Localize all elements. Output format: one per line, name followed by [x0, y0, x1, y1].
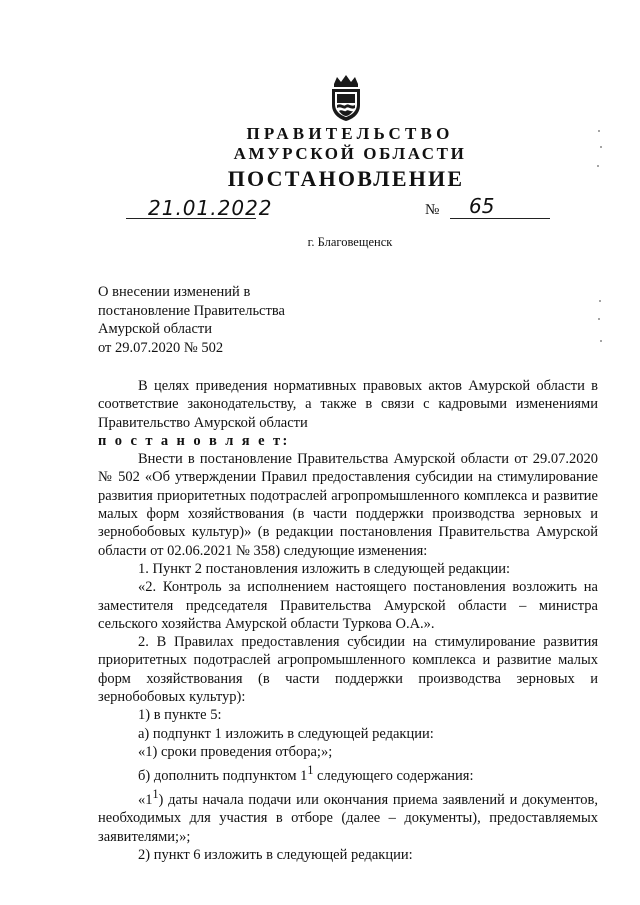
item-paragraph: 2. В Правилах предоставления субсидии на стимулирование развития приоритетных подотраслей агропромышленного комплекса и развитие малых форм хозяйствования (в части поддержки производства зерновых и зернобобовых культур):	[98, 634, 598, 706]
document-number: 65	[469, 194, 495, 218]
amendment-paragraph: Внести в постановление Правительства Амурской области от 29.07.2020 № 502 «Об утверждении Правил предоставления субсидии на стимулирование развития приоритетных подотраслей агропромышленного комплекса и развитие малых форм хозяйствования (в части поддержки производства зерновых и зернобобовых культур)» (в редакции постановления Правительства Амурской области от 02.06.2021 № 358) следующие изменения:	[98, 451, 598, 559]
resolves-keyword: п о с т а н о в л я е т:	[98, 432, 290, 449]
item-paragraph: 1. Пункт 2 постановления изложить в следующей редакции:	[138, 560, 511, 577]
document-type-title: ПОСТАНОВЛЕНИЕ	[227, 166, 465, 191]
scan-speck	[600, 340, 602, 342]
number-underline	[450, 218, 550, 219]
city-name: г. Благовещенск	[307, 235, 393, 249]
subject-line: Амурской области	[98, 321, 212, 337]
scan-speck	[598, 318, 600, 320]
scan-speck	[598, 130, 600, 132]
item-paragraph: «1) сроки проведения отбора;»;	[138, 743, 333, 760]
scan-speck	[599, 300, 601, 302]
subject-line: от 29.07.2020 № 502	[98, 339, 224, 356]
item-paragraph: а) подпункт 1 изложить в следующей редакции:	[138, 725, 434, 742]
scan-speck	[600, 146, 602, 148]
date-underline	[126, 218, 256, 219]
preamble-paragraph: В целях приведения нормативных правовых актов Амурской области в соответствие законодательству, а также в связи с кадровыми изменениями Правительство Амурской области	[98, 378, 598, 431]
item-paragraph: 2) пункт 6 изложить в следующей редакции:	[138, 847, 413, 864]
scan-speck	[597, 165, 599, 167]
subject-line: О внесении изменений в	[98, 284, 251, 300]
number-sign: №	[425, 202, 440, 218]
item-paragraph: б) дополнить подпунктом $1^1$ следующего содержания:	[138, 763, 474, 785]
organization-name-line2: АМУРСКОЙ ОБЛАСТИ	[233, 144, 467, 163]
document-subject	[98, 283, 285, 357]
organization-name-line1: ПРАВИТЕЛЬСТВО	[246, 124, 454, 143]
document-date: 21.01.2022	[148, 196, 273, 220]
item-paragraph: «$1^1$) даты начала подачи или окончания приема заявлений и документов, необходимых для участия в отборе (далее – документы), предоставляемых заявителями;»;	[98, 787, 598, 845]
coat-of-arms-icon	[326, 74, 366, 122]
item-paragraph: 1) в пункте 5:	[138, 707, 222, 724]
item-paragraph: «2. Контроль за исполнением настоящего постановления возложить на заместителя председателя Правительства Амурской области – министра сельского хозяйства Амурской области Туркова О.А.».	[98, 579, 598, 632]
subject-line: постановление Правительства	[98, 302, 285, 319]
document-body	[98, 377, 598, 864]
